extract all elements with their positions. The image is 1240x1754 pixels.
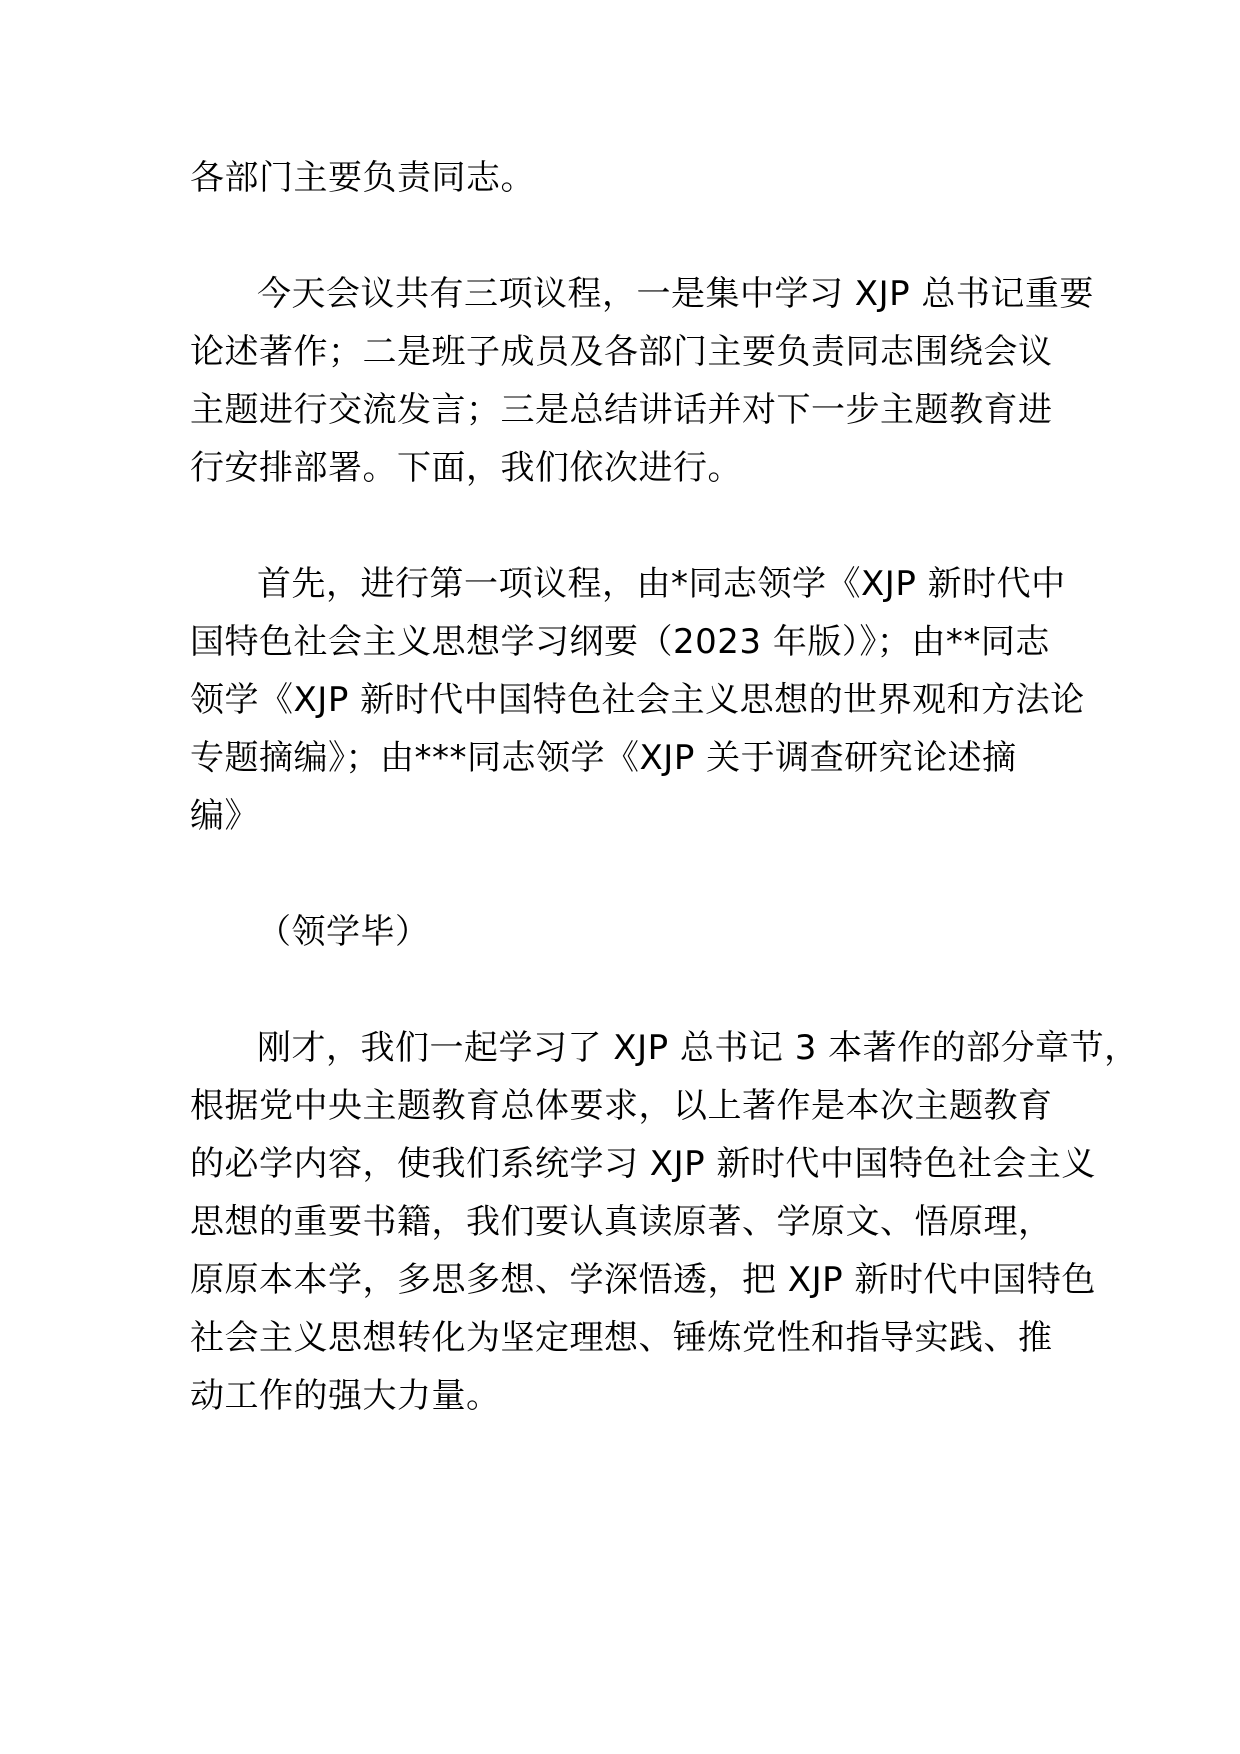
paragraph-5-line-5: 原原本本学，多思多想、学深悟透，把 XJP 新时代中国特色	[190, 1260, 1096, 1300]
paragraph-5-line-2: 根据党中央主题教育总体要求，以上著作是本次主题教育	[190, 1086, 1053, 1126]
paragraph-3-line-3: 领学《XJP 新时代中国特色社会主义思想的世界观和方法论	[190, 680, 1085, 720]
paragraph-2-line-4: 行安排部署。下面，我们依次进行。	[190, 448, 742, 488]
paragraph-5-line-7: 动工作的强大力量。	[190, 1376, 501, 1416]
paragraph-3-line-2: 国特色社会主义思想学习纲要（2023 年版）》；由**同志	[190, 622, 1050, 662]
paragraph-4-line-1: （领学毕）	[257, 912, 430, 952]
paragraph-3-line-5: 编》	[190, 796, 259, 836]
paragraph-3-line-4: 专题摘编》；由***同志领学《XJP 关于调查研究论述摘	[190, 738, 1017, 778]
paragraph-5-line-1: 刚才，我们一起学习了 XJP 总书记 3 本著作的部分章节，	[257, 1028, 1139, 1068]
paragraph-2-line-2: 论述著作；二是班子成员及各部门主要负责同志围绕会议	[190, 332, 1053, 372]
paragraph-2-line-3: 主题进行交流发言；三是总结讲话并对下一步主题教育进	[190, 390, 1053, 430]
paragraph-5-line-4: 思想的重要书籍，我们要认真读原著、学原文、悟原理，	[190, 1202, 1053, 1242]
paragraph-2-line-1: 今天会议共有三项议程，一是集中学习 XJP 总书记重要	[257, 274, 1094, 314]
paragraph-5-line-6: 社会主义思想转化为坚定理想、锤炼党性和指导实践、推	[190, 1318, 1053, 1358]
paragraph-5-line-3: 的必学内容，使我们系统学习 XJP 新时代中国特色社会主义	[190, 1144, 1096, 1184]
paragraph-3-line-1: 首先，进行第一项议程，由*同志领学《XJP 新时代中	[257, 564, 1066, 604]
paragraph-1-line-1: 各部门主要负责同志。	[190, 158, 535, 198]
